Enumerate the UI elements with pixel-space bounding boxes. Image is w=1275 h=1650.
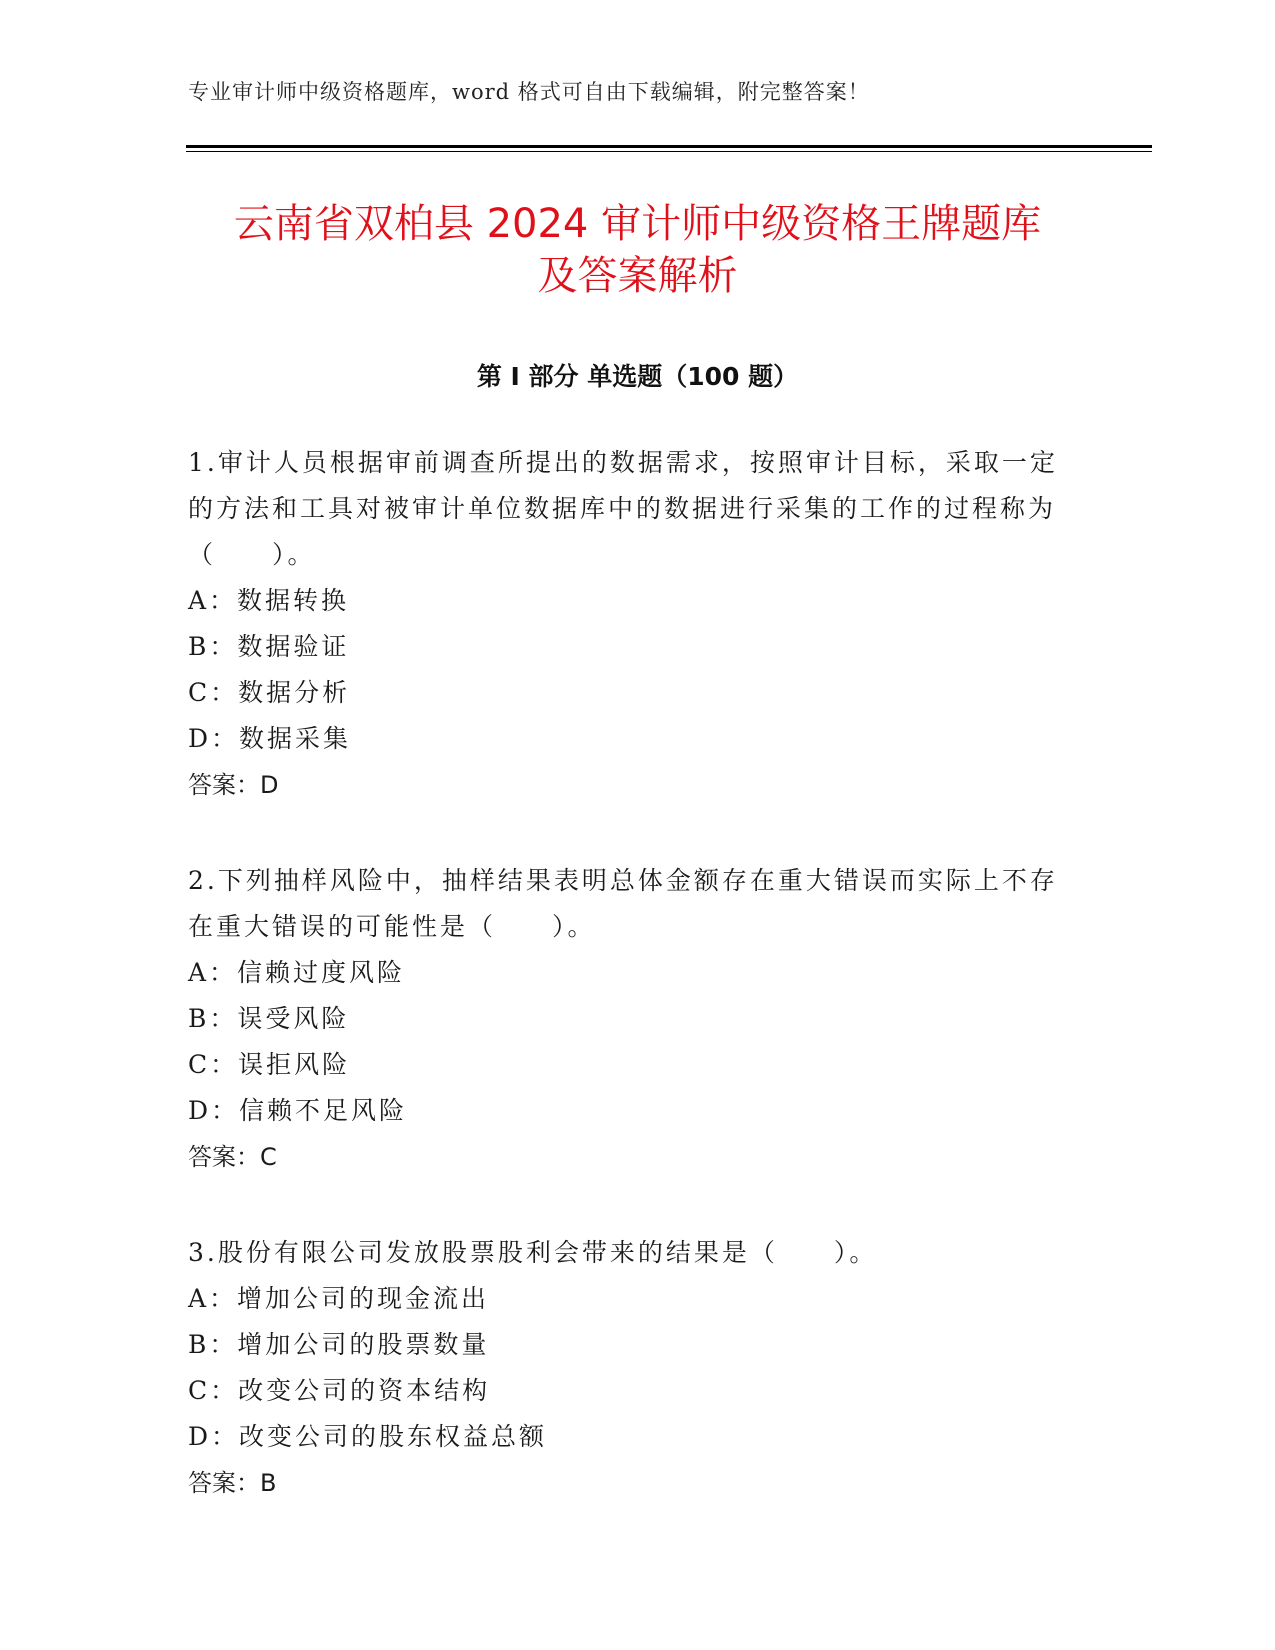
question-stem: 2.下列抽样风险中，抽样结果表明总体金额存在重大错误而实际上不存在重大错误的可能性是（ ）。 — [188, 866, 1058, 941]
option-b: B：误受风险 — [188, 1004, 350, 1033]
question-stem: 3.股份有限公司发放股票股利会带来的结果是（ ）。 — [188, 1238, 878, 1267]
question-1 — [188, 440, 1068, 808]
option-c: C：数据分析 — [188, 678, 351, 707]
document-title — [120, 198, 1155, 302]
option-a: A：数据转换 — [188, 586, 350, 615]
question-2 — [188, 858, 1068, 1180]
answer: 答案：B — [188, 1469, 277, 1497]
option-b: B：增加公司的股票数量 — [188, 1330, 490, 1359]
document-title-line-2: 及答案解析 — [537, 253, 738, 299]
option-d: D：改变公司的股东权益总额 — [188, 1422, 548, 1451]
question-stem: 1.审计人员根据审前调查所提出的数据需求，按照审计目标，采取一定的方法和工具对被审计单位数据库中的数据进行采集的工作的过程称为（ ）。 — [188, 448, 1058, 569]
section-heading: 第 I 部分 单选题（100 题） — [476, 362, 799, 391]
question-list — [188, 440, 1068, 1556]
option-b: B：数据验证 — [188, 632, 350, 661]
option-d: D：信赖不足风险 — [188, 1096, 408, 1125]
option-c: C：误拒风险 — [188, 1050, 351, 1079]
answer: 答案：D — [188, 771, 279, 799]
header-note: 专业审计师中级资格题库，word 格式可自由下载编辑，附完整答案！ — [188, 80, 870, 104]
option-d: D：数据采集 — [188, 724, 352, 753]
header-rule-thick — [186, 145, 1152, 148]
document-title-line-1: 云南省双柏县 2024 审计师中级资格王牌题库 — [233, 201, 1042, 247]
header-rule-thin — [186, 151, 1152, 152]
option-c: C：改变公司的资本结构 — [188, 1376, 491, 1405]
answer: 答案：C — [188, 1143, 277, 1171]
option-a: A：信赖过度风险 — [188, 958, 406, 987]
question-3 — [188, 1230, 1068, 1506]
option-a: A：增加公司的现金流出 — [188, 1284, 490, 1313]
